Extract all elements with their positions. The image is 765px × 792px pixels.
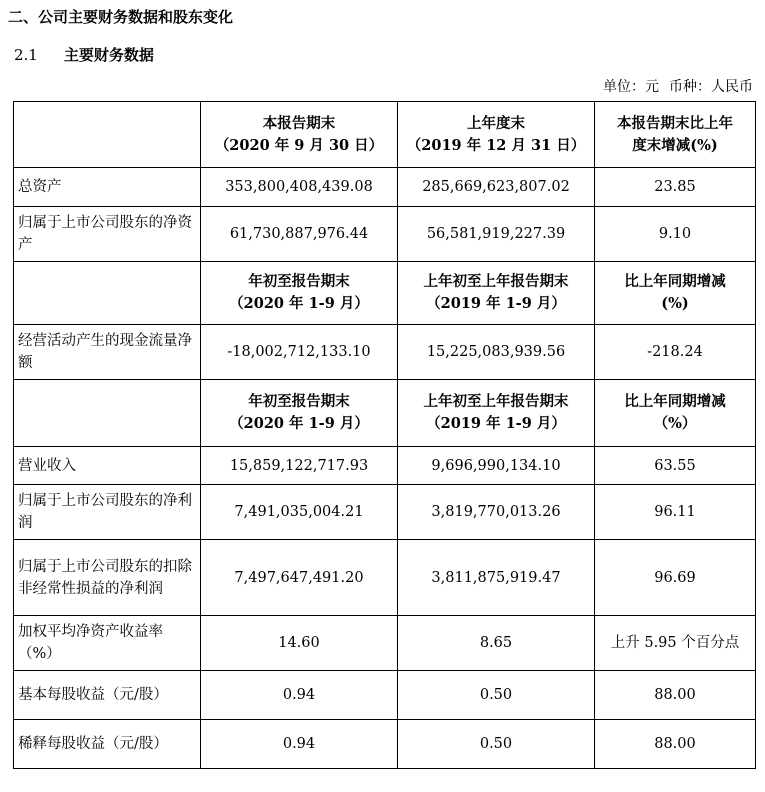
value-cell: 9,696,990,134.10 — [398, 447, 595, 485]
table-row — [14, 447, 756, 485]
row-label: 归属于上市公司股东的净资产 — [14, 207, 201, 262]
value-cell: 88.00 — [595, 720, 756, 769]
subsection-number: 2.1 — [14, 46, 38, 64]
section-title: 二、公司主要财务数据和股东变化 — [8, 8, 234, 26]
row-label: 加权平均净资产收益率（%） — [14, 616, 201, 671]
table-header-row — [14, 102, 756, 168]
value-cell: 353,800,408,439.08 — [201, 168, 398, 207]
header-cell: 本报告期末比上年 度末增减(%) — [595, 102, 756, 168]
table-row — [14, 485, 756, 540]
value-cell: 23.85 — [595, 168, 756, 207]
header-cell: 本报告期末 （2020 年 9 月 30 日） — [201, 102, 398, 168]
table-header-row — [14, 380, 756, 447]
value-cell: 61,730,887,976.44 — [201, 207, 398, 262]
value-cell: 88.00 — [595, 671, 756, 720]
value-cell: 56,581,919,227.39 — [398, 207, 595, 262]
table-row — [14, 720, 756, 769]
row-label: 归属于上市公司股东的净利润 — [14, 485, 201, 540]
value-cell: 7,497,647,491.20 — [201, 540, 398, 616]
value-cell: 8.65 — [398, 616, 595, 671]
header-empty-cell — [14, 262, 201, 325]
value-cell: 0.94 — [201, 671, 398, 720]
value-cell: 0.94 — [201, 720, 398, 769]
value-cell: 285,669,623,807.02 — [398, 168, 595, 207]
row-label: 基本每股收益（元/股） — [14, 671, 201, 720]
table-row — [14, 671, 756, 720]
value-cell: 上升 5.95 个百分点 — [595, 616, 756, 671]
value-cell: 9.10 — [595, 207, 756, 262]
table-row — [14, 616, 756, 671]
row-label: 营业收入 — [14, 447, 201, 485]
header-cell: 比上年同期增减 (%) — [595, 262, 756, 325]
value-cell: -218.24 — [595, 325, 756, 380]
header-empty-cell — [14, 380, 201, 447]
value-cell: 63.55 — [595, 447, 756, 485]
header-cell: 上年初至上年报告期末 （2019 年 1-9 月） — [398, 262, 595, 325]
value-cell: 3,811,875,919.47 — [398, 540, 595, 616]
table-row — [14, 168, 756, 207]
header-cell: 比上年同期增减 （%） — [595, 380, 756, 447]
currency-text: 币种：人民币 — [669, 79, 753, 95]
row-label: 总资产 — [14, 168, 201, 207]
value-cell: 0.50 — [398, 720, 595, 769]
table-row — [14, 540, 756, 616]
value-cell: 15,859,122,717.93 — [201, 447, 398, 485]
unit-text: 单位：元 — [603, 79, 659, 95]
header-cell: 年初至报告期末 （2020 年 1-9 月） — [201, 380, 398, 447]
header-empty-cell — [14, 102, 201, 168]
value-cell: -18,002,712,133.10 — [201, 325, 398, 380]
subsection-title: 主要财务数据 — [63, 46, 154, 64]
value-cell: 15,225,083,939.56 — [398, 325, 595, 380]
table-header-row — [14, 262, 756, 325]
row-label: 归属于上市公司股东的扣除非经常性损益的净利润 — [14, 540, 201, 616]
value-cell: 7,491,035,004.21 — [201, 485, 398, 540]
value-cell: 96.69 — [595, 540, 756, 616]
row-label: 稀释每股收益（元/股） — [14, 720, 201, 769]
table-row — [14, 207, 756, 262]
header-cell: 上年度末 （2019 年 12 月 31 日） — [398, 102, 595, 168]
financial-data-table — [13, 101, 756, 769]
row-label: 经营活动产生的现金流量净额 — [14, 325, 201, 380]
header-cell: 年初至报告期末 （2020 年 1-9 月） — [201, 262, 398, 325]
table-row — [14, 325, 756, 380]
value-cell: 0.50 — [398, 671, 595, 720]
value-cell: 96.11 — [595, 485, 756, 540]
unit-line — [593, 76, 753, 96]
subsection-heading — [14, 44, 154, 65]
value-cell: 3,819,770,013.26 — [398, 485, 595, 540]
value-cell: 14.60 — [201, 616, 398, 671]
header-cell: 上年初至上年报告期末 （2019 年 1-9 月） — [398, 380, 595, 447]
